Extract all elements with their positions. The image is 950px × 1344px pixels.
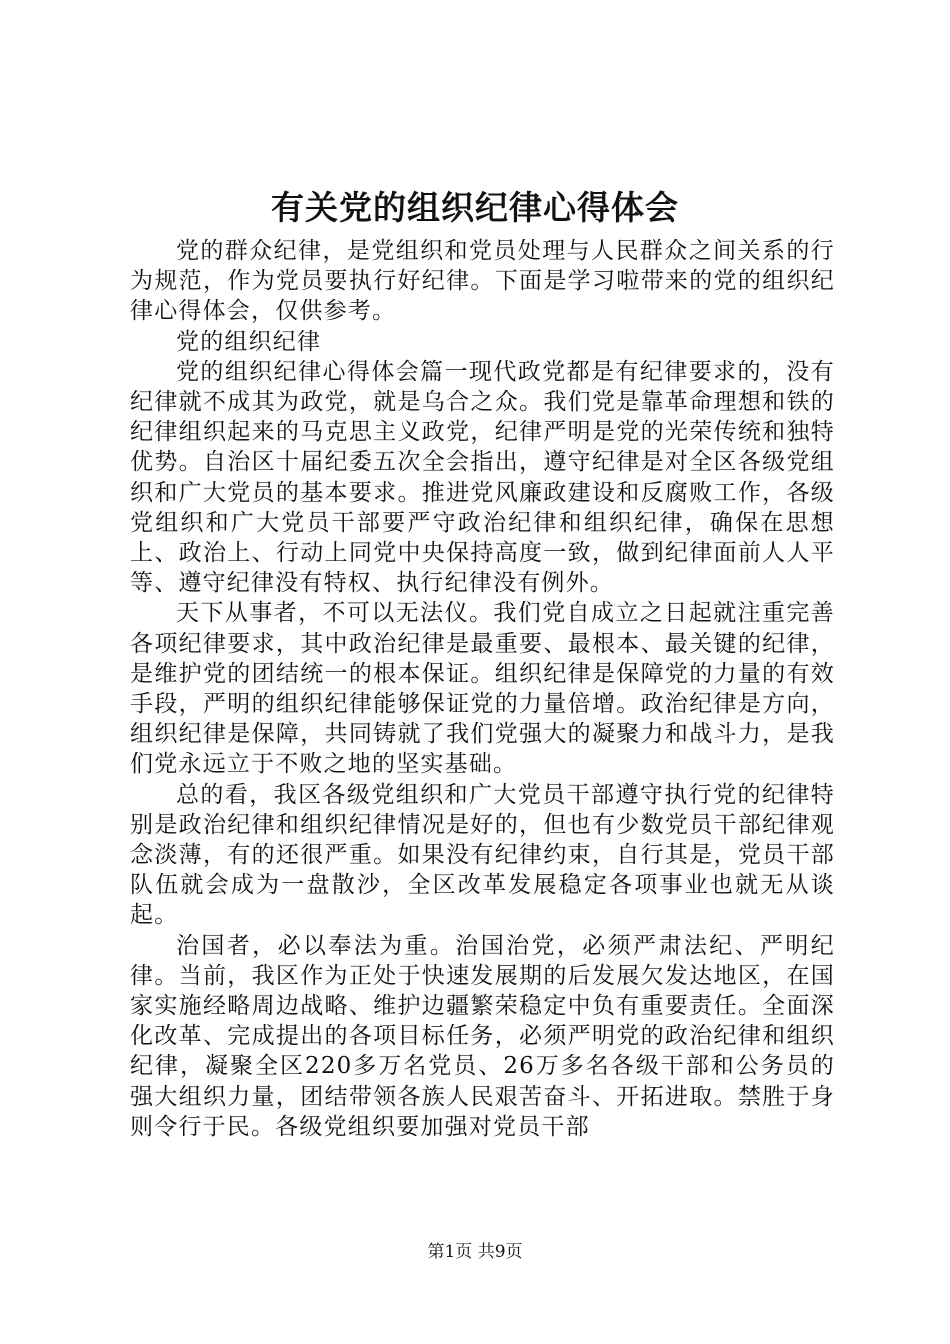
paragraph: 治国者，必以奉法为重。治国治党，必须严肃法纪、严明纪律。当前，我区作为正处于快速发展期的后发展欠发达地区，在国家实施经略周边战略、维护边疆繁荣稳定中负有重要责任。全面深化改革、完成提出的各项目标任务，必须严明党的政治纪律和组织纪律，凝聚全区220多万名党员、26万多名各级干部和公务员的强大组织力量，团结带领各族人民艰苦奋斗、开拓进取。禁胜于身则令行于民。各级党组织要加强对党员干部 [130, 932, 835, 1140]
document-title: 有关党的组织纪律心得体会 [271, 188, 679, 227]
document-body [130, 236, 835, 1142]
paragraph: 天下从事者，不可以无法仪。我们党自成立之日起就注重完善各项纪律要求，其中政治纪律是最重要、最根本、最关键的纪律，是维护党的团结统一的根本保证。组织纪律是保障党的力量的有效手段，严明的组织纪律能够保证党的力量倍增。政治纪律是方向，组织纪律是保障，共同铸就了我们党强大的凝聚力和战斗力，是我们党永远立于不败之地的坚实基础。 [130, 600, 835, 778]
paragraph-intro: 党的群众纪律，是党组织和党员处理与人民群众之间关系的行为规范，作为党员要执行好纪律。下面是学习啦带来的党的组织纪律心得体会，仅供参考。 [130, 238, 835, 325]
page-footer: 第1页 共9页 [427, 1242, 523, 1262]
paragraph: 总的看，我区各级党组织和广大党员干部遵守执行党的纪律特别是政治纪律和组织纪律情况是好的，但也有少数党员干部纪律观念淡薄，有的还很严重。如果没有纪律约束，自行其是，党员干部队伍就会成为一盘散沙，全区改革发展稳定各项事业也就无从谈起。 [130, 781, 835, 929]
paragraph-subheading: 党的组织纪律 [176, 328, 322, 355]
paragraph: 党的组织纪律心得体会篇一现代政党都是有纪律要求的，没有纪律就不成其为政党，就是乌合之众。我们党是靠革命理想和铁的纪律组织起来的马克思主义政党，纪律严明是党的光荣传统和独特优势。自治区十届纪委五次全会指出，遵守纪律是对全区各级党组织和广大党员的基本要求。推进党风廉政建设和反腐败工作，各级党组织和广大党员干部要严守政治纪律和组织纪律，确保在思想上、政治上、行动上同党中央保持高度一致，做到纪律面前人人平等、遵守纪律没有特权、执行纪律没有例外。 [130, 358, 835, 597]
